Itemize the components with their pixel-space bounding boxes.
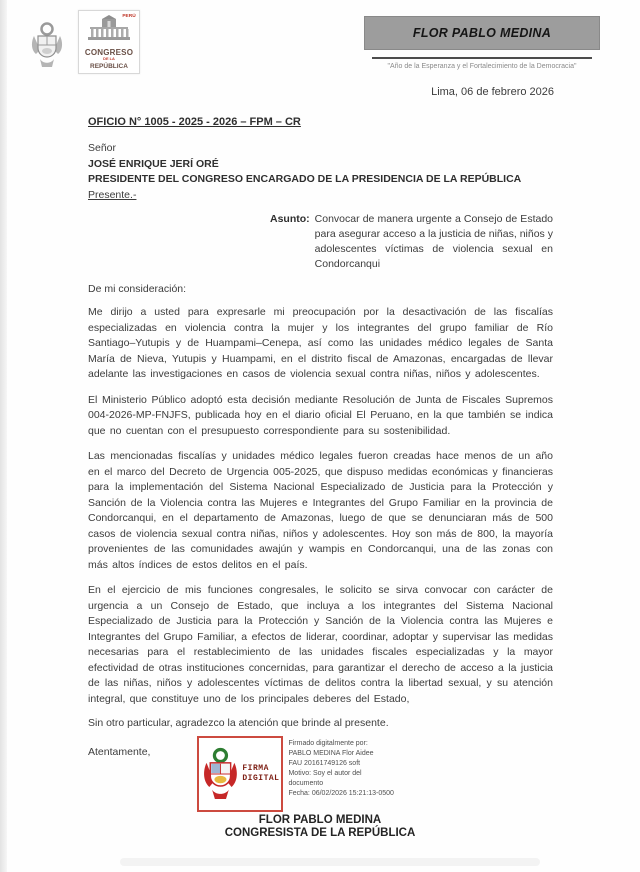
congress-logo-title: CONGRESO: [84, 48, 134, 57]
recipient-presente: Presente.-: [88, 188, 137, 201]
year-motto: "Año de la Esperanza y el Fortalecimiento de la Democracia": [387, 63, 577, 70]
salutation-line: De mi consideración:: [88, 283, 187, 295]
firma-word: FIRMA: [242, 764, 269, 773]
congress-logo: [78, 10, 140, 74]
letterhead: [0, 0, 640, 74]
peru-coat-of-arms-color-icon: [201, 744, 240, 804]
sig-detail-line: FAU 20161749126 soft: [288, 760, 361, 767]
letterhead-right: [364, 16, 600, 70]
digital-word: DIGITAL: [242, 774, 280, 783]
recipient-title: PRESIDENTE DEL CONGRESO ENCARGADO DE LA PRESIDENCIA DE LA REPÚBLICA: [88, 173, 522, 185]
signatory-title: CONGRESISTA DE LA REPÚBLICA: [224, 827, 416, 839]
congress-logo-subtitle: DE LA: [103, 57, 115, 62]
letterhead-logos: [30, 10, 140, 74]
closing-line: Sin otro particular, agradezco la atención que brinde al presente.: [88, 717, 389, 729]
sig-detail-line: Firmado digitalmente por:: [288, 740, 368, 747]
sig-detail-line: PABLO MEDINA Flor Aidee: [288, 750, 374, 757]
sig-detail-line: documento: [288, 780, 324, 787]
body-paragraph-1: Me dirijo a usted para expresarle mi preocupación por la desactivación de las fiscalías especializadas en violencia contra la mujer y los integrantes del grupo familiar de Río Santiago–Yutupis y de Huampami–Cenepa, así como las unidades médico legales de Santa María de Nieva, Yutupis y Huampami, en el distrito fiscal de Amazonas, encargadas de llevar adelante las investigaciones en casos de violencia sexual contra niñas, niños y adolescentes.: [88, 306, 553, 380]
scan-edge-shadow: [0, 0, 7, 872]
scan-shadow: [120, 858, 540, 866]
banner-divider: [372, 57, 592, 59]
congresswoman-name-banner: FLOR PABLO MEDINA: [364, 16, 600, 50]
sig-detail-line: Motivo: Soy el autor del: [288, 770, 362, 777]
farewell-line: Atentamente,: [88, 746, 151, 758]
digital-signature: [197, 736, 393, 812]
date-line: Lima, 06 de febrero 2026: [431, 86, 554, 98]
oficio-number: OFICIO N° 1005 - 2025 - 2026 – FPM – CR: [88, 116, 301, 128]
signatory-block: [0, 814, 640, 839]
congress-building-icon: [87, 15, 131, 41]
digital-signature-details: [288, 739, 393, 812]
firma-digital-label: [242, 764, 279, 784]
subject-label: Asunto:: [270, 213, 310, 225]
congress-logo-title2: REPÚBLICA: [90, 63, 128, 70]
body-paragraph-3: Las mencionadas fiscalías y unidades médico legales fueron creadas hace menos de un año en el marco del Decreto de Urgencia 005-2025, que dispuso medidas económicas y financieras para la implementación del Sistema Nacional Especializado de Justicia para la Protección y Sanción de la Violencia contra las Mujeres e Integrantes del Grupo Familiar en la provincia de Condorcanqui, en el departamento de Amazonas, luego de que se denunciaran más de 500 casos de violencia sexual contra niñas, niños y adolescentes. Hoy son más de 800, la mayoría provenientes de las comunidades awajún y wampis en Condorcanqui, una de las zonas con más altos índices de estos delitos en el país.: [88, 450, 553, 571]
recipient-block: [88, 141, 640, 203]
sig-detail-line: Fecha: 06/02/2026 15:21:13-0500: [288, 790, 394, 797]
recipient-salutation: Señor: [88, 142, 117, 154]
subject-text: Convocar de manera urgente a Consejo de Estado para asegurar acceso a la justicia de niñas, niños y adolescentes víctimas de violencia sexual en Condorcanqui: [314, 213, 553, 270]
firma-digital-stamp: [197, 736, 283, 812]
peru-coat-of-arms-gray-icon: [30, 20, 64, 72]
signatory-name: FLOR PABLO MEDINA: [258, 814, 382, 826]
recipient-name: JOSÉ ENRIQUE JERÍ ORÉ: [88, 157, 219, 170]
subject-block: [270, 212, 553, 272]
body-paragraph-2: El Ministerio Público adoptó esta decisión mediante Resolución de Junta de Fiscales Supremos 004-2026-MP-FNJFS, publicada hoy en el diario oficial El Peruano, en la que también se indica que no cuentan con el presupuesto correspondiente para su sostenibilidad.: [88, 393, 553, 437]
body-paragraph-4: En el ejercicio de mis funciones congresales, le solicito se sirva convocar con carácter de urgencia a un Consejo de Estado, que incluya a los integrantes del Sistema Nacional Especializado de Justicia para la Protección y Sanción de la Violencia contra las Mujeres e Integrantes del Grupo Familiar, a efectos de liderar, coordinar, adoptar y supervisar las medidas necesarias para el restablecimiento de las unidades fiscales especializadas y la mayor efectividad de otras instituciones concernidas, para garantizar el derecho de acceso a la justicia de las niñas, niños y adolescentes víctimas de delitos contra la libertad sexual, y su atención integral, que constituye uno de los principales deberes del Estado,: [88, 584, 553, 705]
peru-label: PERÚ: [122, 14, 136, 19]
signature-section: [0, 736, 640, 812]
